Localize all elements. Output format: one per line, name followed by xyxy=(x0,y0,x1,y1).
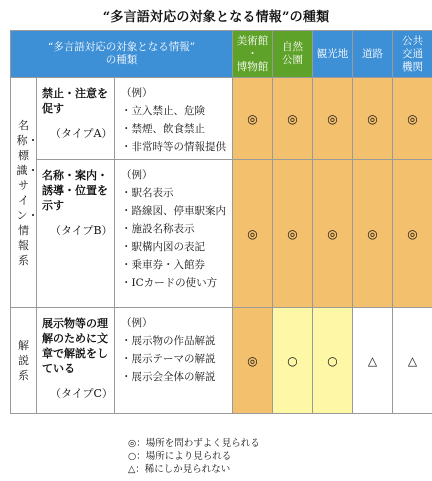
list-item: ・展示物の作品解説 xyxy=(121,335,216,347)
examples-cell-a: （例） ・立入禁止、危険 ・禁煙、飲食禁止 ・非常時等の情報提供 xyxy=(115,78,233,160)
list-item: ・禁煙、飲食禁止 xyxy=(121,123,205,135)
legend-item: ◎：場所を問わずよく見られる xyxy=(128,438,260,449)
list-item: ・路線図、停車駅案内 xyxy=(121,205,226,217)
type-cell-c: 展示物等の理解のために文章で解説をしている （タイプC） xyxy=(37,308,115,414)
header-row xyxy=(11,31,432,78)
list-item: ・立入禁止、危険 xyxy=(121,105,205,117)
legend-item: ○：場所により見られる xyxy=(128,451,232,462)
list-item: ・展示テーマの解説 xyxy=(121,353,216,365)
list-item: ・施設名称表示 xyxy=(121,223,195,235)
mark-cell: △ xyxy=(353,308,393,414)
mark-cell: ◎ xyxy=(233,78,273,160)
list-item: ・展示会全体の解説 xyxy=(121,371,216,383)
mark-cell: ◎ xyxy=(273,78,313,160)
mark-cell: △ xyxy=(393,308,432,414)
mark-cell: ◎ xyxy=(233,308,273,414)
examples-cell-b: （例） ・駅名表示 ・路線図、停車駅案内 ・施設名称表示 ・駅構内図の表記 ・乗車券・入館券 ・ICカードの使い方 xyxy=(115,160,233,308)
header-tourist-site: 観光地 xyxy=(313,31,353,78)
legend-item: △：稀にしか見られない xyxy=(128,464,231,475)
category-signage: 名称・標識・サイン・情報系 xyxy=(11,78,37,308)
table-row xyxy=(11,78,432,160)
mark-cell: ◎ xyxy=(233,160,273,308)
examples-cell-c: （例） ・展示物の作品解説 ・展示テーマの解説 ・展示会全体の解説 xyxy=(115,308,233,414)
table-row xyxy=(11,160,432,308)
type-cell-a: 禁止・注意を促す （タイプA） xyxy=(37,78,115,160)
type-cell-b: 名称・案内・誘導・位置を示す （タイプB） xyxy=(37,160,115,308)
mark-cell: ◎ xyxy=(313,78,353,160)
category-explanation: 解説系 xyxy=(11,308,37,414)
mark-cell: ◎ xyxy=(353,78,393,160)
legend xyxy=(128,437,368,476)
mark-cell: ◎ xyxy=(393,160,432,308)
header-nature-park: 自然 公園 xyxy=(273,31,313,78)
header-museum: 美術館 ・ 博物館 xyxy=(233,31,273,78)
list-item: ・駅構内図の表記 xyxy=(121,241,205,253)
header-road: 道路 xyxy=(353,31,393,78)
list-item: ・乗車券・入館券 xyxy=(121,259,205,271)
mark-cell: ◎ xyxy=(313,160,353,308)
mark-cell: ◎ xyxy=(353,160,393,308)
list-item: ・非常時等の情報提供 xyxy=(121,141,226,153)
table-row xyxy=(11,308,432,414)
page-title: “多言語対応の対象となる情報”の種類 xyxy=(102,10,330,25)
header-public-transport: 公共 交通 機関 xyxy=(393,31,432,78)
mark-cell: ○ xyxy=(273,308,313,414)
mark-cell: ○ xyxy=(313,308,353,414)
list-item: ・ICカードの使い方 xyxy=(121,277,218,289)
mark-cell: ◎ xyxy=(273,160,313,308)
header-info-types: “多言語対応の対象となる情報” の種類 xyxy=(11,31,233,78)
info-type-table xyxy=(10,30,432,414)
mark-cell: ◎ xyxy=(393,78,432,160)
list-item: ・駅名表示 xyxy=(121,187,174,199)
